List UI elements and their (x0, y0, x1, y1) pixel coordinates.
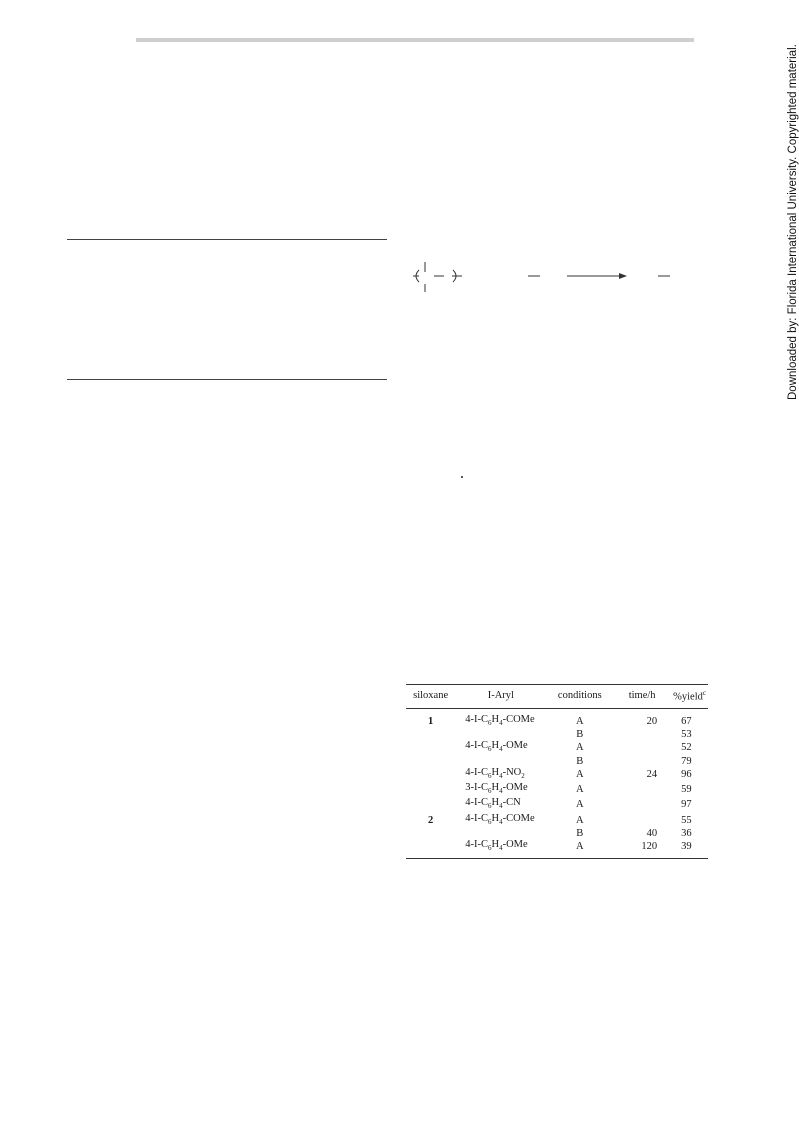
cell-conditions: A (576, 715, 584, 727)
cell-siloxane (406, 756, 455, 767)
header-bar (136, 38, 694, 42)
table-row (406, 782, 708, 797)
cell-aryl (455, 782, 546, 797)
cell-yield: 55 (681, 814, 692, 826)
cell-time (613, 756, 671, 767)
cell-siloxane: 2 (427, 814, 434, 826)
cell-siloxane (406, 767, 455, 782)
aryl-fragment: -OMe (502, 839, 528, 851)
table-row (406, 756, 708, 767)
table-row (406, 708, 708, 729)
header-yield: %yield$^c$ (671, 685, 708, 709)
aryl-subscript: 6 (487, 745, 492, 754)
cell-siloxane (406, 782, 455, 797)
cell-yield: 97 (681, 799, 692, 811)
reaction-scheme (405, 258, 695, 294)
aryl-fragment: -COMe (502, 812, 535, 824)
table-header-row (406, 685, 708, 709)
cell-aryl (455, 756, 546, 767)
cell-siloxane (406, 729, 455, 740)
aryl-fragment: 4-I-C (465, 766, 488, 778)
aryl-fragment: H (491, 839, 500, 851)
aryl-fragment: -OMe (502, 740, 528, 752)
aryl-fragment: H (491, 812, 500, 824)
left-column-bottom-rule (67, 379, 387, 380)
header-time: time/h (613, 685, 671, 709)
table-row (406, 828, 708, 839)
cell-yield: 39 (671, 839, 708, 859)
aryl-subscript: 4 (499, 745, 503, 754)
cell-yield: 79 (681, 755, 692, 767)
table-row (406, 767, 708, 782)
cell-yield: 52 (681, 742, 692, 754)
aryl-fragment: 3-I-C (465, 782, 488, 793)
cell-siloxane (406, 740, 455, 755)
header-siloxane: siloxane (406, 685, 455, 709)
download-watermark: Downloaded by: Florida International University. Copyrighted material. (787, 44, 799, 400)
cell-aryl (455, 729, 546, 740)
aryl-subscript: 4 (499, 802, 503, 811)
cell-aryl (455, 740, 546, 755)
cell-conditions: B (576, 755, 584, 767)
aryl-subscript: 4 (499, 787, 503, 796)
aryl-fragment: H (491, 713, 500, 725)
cell-aryl (455, 828, 546, 839)
cell-conditions: A (547, 839, 614, 859)
cell-time (613, 729, 671, 740)
aryl-subscript: 2 (521, 771, 525, 780)
cell-conditions: B (576, 827, 584, 839)
cell-yield: 53 (681, 729, 692, 740)
cell-conditions: B (576, 729, 584, 740)
table-row (406, 813, 708, 828)
header-aryl: I-Aryl (455, 685, 546, 709)
cell-aryl (455, 797, 546, 812)
aryl-fragment: 4-I-C (465, 797, 488, 809)
aryl-fragment: 4-I-C (465, 713, 488, 725)
aryl-subscript: 6 (487, 771, 492, 780)
aryl-fragment: -OMe (502, 782, 528, 793)
aryl-fragment: 4-I-C (465, 839, 488, 851)
cell-time: 24 (646, 768, 658, 780)
aryl-fragment: H (491, 766, 500, 778)
cell-siloxane (406, 828, 455, 839)
stray-mark (461, 476, 463, 478)
cell-siloxane (406, 797, 455, 812)
cell-time (613, 782, 671, 797)
cell-siloxane: 1 (427, 715, 434, 727)
cell-time: 40 (646, 827, 658, 839)
cell-yield: 67 (681, 715, 692, 727)
table-row (406, 729, 708, 740)
aryl-subscript: 6 (487, 718, 492, 727)
aryl-subscript: 6 (487, 802, 492, 811)
cell-time: 120 (613, 839, 671, 859)
cell-conditions: A (576, 814, 584, 826)
cell-conditions: A (576, 799, 584, 811)
yield-table (406, 684, 708, 859)
cell-time (613, 740, 671, 755)
header-conditions: conditions (547, 685, 614, 709)
aryl-subscript: 6 (487, 787, 492, 796)
aryl-subscript: 6 (487, 817, 492, 826)
cell-siloxane (406, 839, 455, 859)
aryl-fragment: 4-I-C (465, 812, 488, 824)
cell-conditions: A (576, 768, 584, 780)
aryl-fragment: H (491, 797, 500, 809)
table-row (406, 740, 708, 755)
cell-yield: 36 (681, 827, 692, 839)
left-column-top-rule (67, 239, 387, 240)
cell-time (613, 813, 671, 828)
cell-yield: 59 (681, 784, 692, 796)
aryl-subscript: 4 (499, 817, 503, 826)
aryl-subscript: 4 (499, 771, 503, 780)
table-row (406, 797, 708, 812)
aryl-subscript: 6 (487, 844, 492, 853)
aryl-fragment: H (491, 740, 500, 752)
aryl-fragment: H (491, 782, 500, 793)
aryl-fragment: -CN (502, 797, 521, 809)
cell-conditions: A (576, 742, 584, 754)
aryl-subscript: 4 (499, 844, 503, 853)
aryl-fragment: 4-I-C (465, 740, 488, 752)
cell-conditions: A (576, 784, 584, 796)
cell-aryl (455, 767, 546, 782)
cell-aryl (455, 813, 546, 828)
aryl-fragment: -COMe (502, 713, 535, 725)
table-row (406, 839, 708, 859)
cell-time (613, 797, 671, 812)
cell-yield: 96 (681, 768, 692, 780)
aryl-subscript: 4 (499, 718, 503, 727)
cell-aryl (455, 839, 546, 859)
cell-time: 20 (646, 715, 658, 727)
aryl-fragment: -NO (502, 766, 522, 778)
cell-aryl (455, 708, 546, 729)
